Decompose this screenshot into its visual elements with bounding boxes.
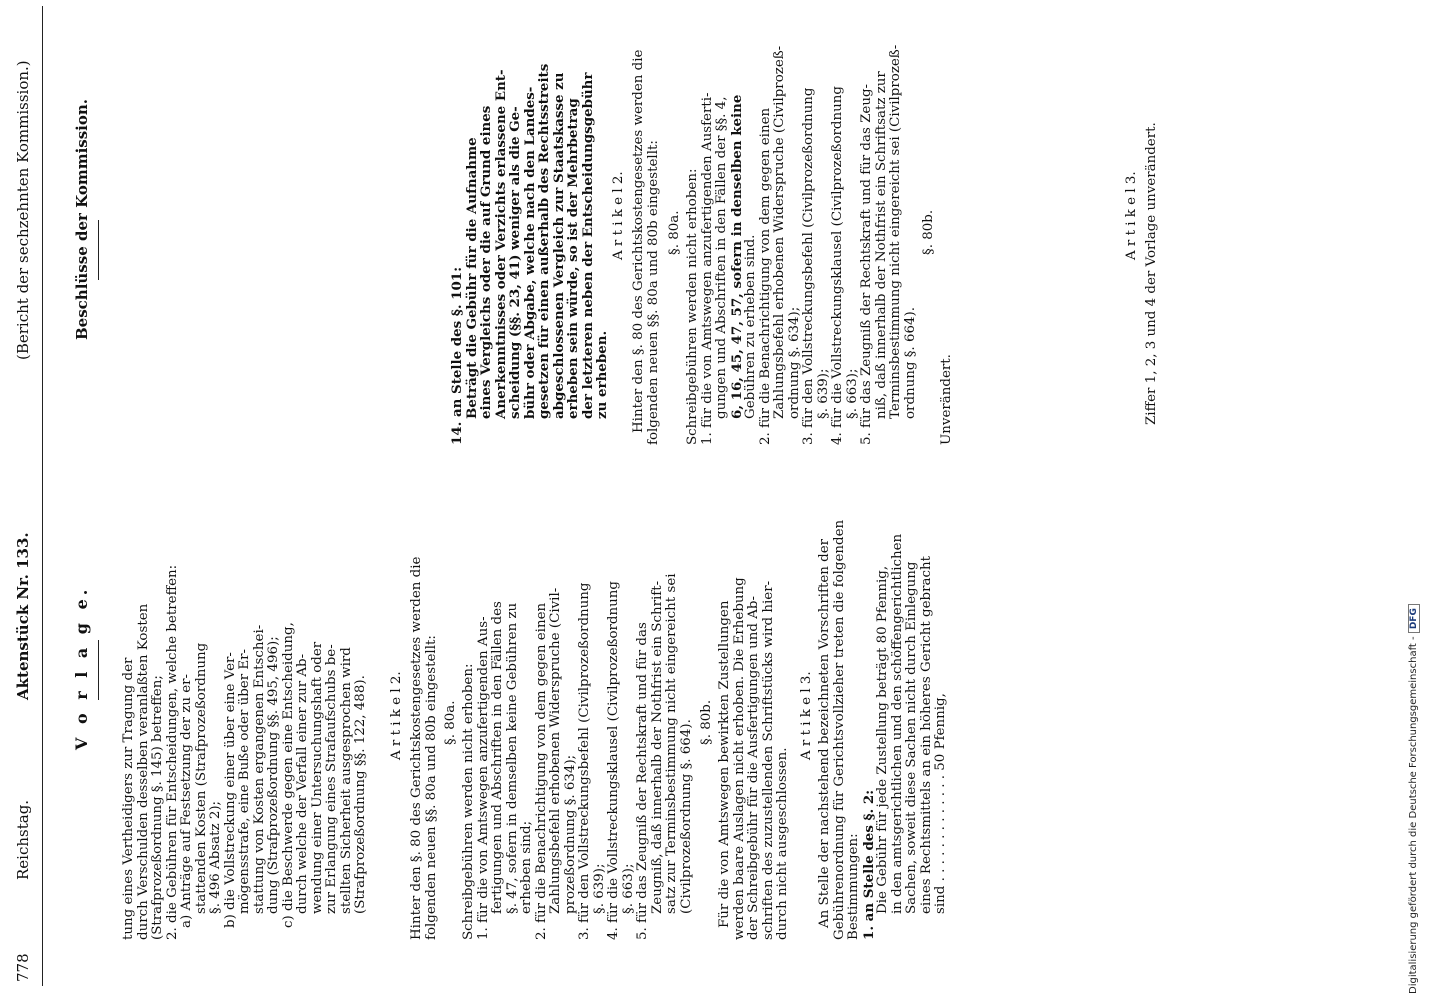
text-line: zur Erlangung eines Strafaufschubs be- <box>324 644 339 914</box>
text-line: der letzteren neben der Entscheidungsgebühr <box>579 72 596 419</box>
text-line: Hinter den §. 80 des Gerichtskostengesetzes werden die <box>631 49 646 433</box>
text-line: b) die Vollstreckung einer über eine Ver- <box>222 652 238 928</box>
text-line: stattung von Kosten ergangenen Entschei- <box>251 624 267 914</box>
text-line: folgenden neuen §§. 80a und 80b eingestellt: <box>645 140 661 445</box>
text-line: tung eines Vertheidigers zur Tragung der <box>121 657 136 940</box>
text-line: Zahlungsbefehl erhobenen Widerspruche (Civil- <box>548 587 563 914</box>
left-art3-block <box>818 520 949 940</box>
text-line: durch welche der Verfall einer zur Ab- <box>295 653 310 914</box>
right-s80b-title: §. 80b. <box>921 209 936 255</box>
text-line: §. 639); <box>815 368 831 419</box>
text-line: in den amtsgerichtlichen und den schöffengerichtlichen <box>889 533 905 914</box>
text-line: scheidung (§§. 23, 41) weniger als die Ge- <box>507 106 523 419</box>
text-line: gungen und Abschriften in den Fällen der §§. 4, <box>714 96 729 419</box>
text-line: Gebühren zu erheben sind. <box>743 234 758 419</box>
header-center: Aktenstück Nr. 133. <box>14 532 32 700</box>
left-heading: V o r l a g e. <box>72 585 91 750</box>
right-s80a-block <box>686 45 918 445</box>
text-line: Gebührenordnung für Gerichtsvollzieher treten die folgenden <box>831 519 847 940</box>
left-s80a-block <box>462 573 694 940</box>
text-line: Terminsbestimmung nicht eingereicht sei (Civilprozeß- <box>888 44 903 419</box>
right-art3-title: A r t i k e l 3. <box>1124 171 1139 260</box>
text-line: prozeßordnung §. 634); <box>562 754 578 914</box>
text-line: stellten Sicherheit ausgesprochen wird <box>338 647 354 914</box>
text-line: Die Gebühr für jede Zustellung beträgt 80 Pfennig, <box>875 565 890 914</box>
text-line: werden baare Auslagen nicht erhoben. Die Erhebung <box>731 577 747 940</box>
text-line: stattenden Kosten (Strafprozeßordnung <box>193 642 209 914</box>
text-line: 6, 16, 45, 47, 57, sofern in denselben keine <box>728 94 745 419</box>
text-line: erheben sind; <box>519 820 534 914</box>
text-line: 3. für den Vollstreckungsbefehl (Civilprozeßordnung <box>577 582 592 940</box>
text-line: c) die Beschwerde gegen eine Entscheidung, <box>280 622 296 928</box>
text-line: 2. für die Benachrichtigung von dem gegen einen <box>533 602 549 940</box>
left-art2-title: A r t i k e l 2. <box>389 671 404 760</box>
text-line: (Civilprozeßordnung §. 664). <box>678 719 694 914</box>
header-left: Reichstag. <box>14 799 32 880</box>
text-line: der Schreibgebühr für die Ausfertigungen und Ab- <box>746 595 761 940</box>
left-art2-intro <box>410 557 439 940</box>
text-line: 4. für die Vollstreckungsklausel (Civilprozeßordnung <box>830 86 845 445</box>
text-line: Ziffer 1, 2, 3 und 4 der Vorlage unverändert. <box>1144 122 1159 425</box>
right-item14-block <box>450 64 610 445</box>
text-line: a) Anträge auf Festsetzung der zu er- <box>179 673 194 928</box>
left-s80b-block <box>718 577 791 940</box>
text-line: zu erheben. <box>594 330 610 419</box>
text-line: Beträgt die Gebühr für die Aufnahme <box>463 137 480 419</box>
text-line: Anerkenntnisses oder Verzichts erlassene Ent- <box>492 69 509 419</box>
text-line: 14. an Stelle des §. 101: <box>449 266 465 445</box>
text-line: 2. die Gebühren für Entscheidungen, welche betreffen: <box>164 564 180 940</box>
right-heading-rule <box>98 220 99 280</box>
credit-text: Digitalisierung gefördert durch die Deutsche Forschungsgemeinschaft - <box>1408 636 1419 994</box>
text-line: durch Verschulden desselben veranlaßten Kosten <box>135 603 151 940</box>
text-line: 1. an Stelle des §. 2: <box>860 789 877 940</box>
text-line: 3. für den Vollstreckungsbefehl (Civilprozeßordnung <box>801 87 816 445</box>
text-line: Bestimmungen: <box>846 833 861 940</box>
left-s80b-title: §. 80b. <box>699 699 714 745</box>
dfg-logo: DFG <box>1408 604 1420 633</box>
right-s80a-title: §. 80a. <box>667 210 682 255</box>
left-art3-title: A r t i k e l 3. <box>799 671 814 760</box>
right-art2-intro <box>632 50 661 445</box>
text-line: niß, daß innerhalb der Nothfrist ein Schriftsatz zur <box>873 71 889 419</box>
text-line: 4. für die Vollstreckungsklausel (Civilprozeßordnung <box>606 581 621 940</box>
header-rule <box>42 6 43 986</box>
text-line: Schreibgebühren werden nicht erhoben: <box>685 168 700 445</box>
digitization-credit <box>1408 0 1420 1000</box>
text-line: (Strafprozeßordnung §§. 122, 488). <box>353 675 368 914</box>
text-line: fertigungen und Abschriften in den Fällen des <box>490 601 505 914</box>
text-line: dung (Strafprozeßordnung §§. 495, 496); <box>266 636 281 914</box>
right-s80b-block <box>940 354 955 445</box>
text-line: gesetzen für einen außerhalb des Rechtsstreits <box>536 63 552 419</box>
text-line: §. 47, sofern in demselben keine Gebühren zu <box>504 602 520 914</box>
page-number: 778 <box>14 953 32 982</box>
text-line: bühr oder Abgabe, welche nach den Landes- <box>521 86 538 419</box>
right-art3-block <box>1145 122 1160 425</box>
text-line: sind . . . . . . . . . . . . . 50 Pfennig, <box>933 693 948 914</box>
text-line: 5. für das Zeugniß der Rechtskraft und für das <box>635 622 650 940</box>
text-line: eines Vergleichs oder die auf Grund eines <box>478 105 494 419</box>
text-line: eines Rechtsmittels an ein höheres Gericht gebracht <box>918 555 934 914</box>
text-line: Schreibgebühren werden nicht erhoben: <box>461 663 476 940</box>
text-line: mögensstrafe, eine Buße oder über Er- <box>237 648 252 914</box>
text-line: (Strafprozeßordnung §. 145) betreffen; <box>150 675 165 940</box>
text-line: Sachen, soweit diese Sachen nicht durch Einlegung <box>904 561 919 914</box>
text-line: 2. für die Benachrichtigung von dem gegen einen <box>757 107 773 445</box>
text-line: §. 663); <box>620 863 636 914</box>
text-line: Hinter den §. 80 des Gerichtskostengesetzes werden die <box>409 556 424 940</box>
text-line: abgeschlossenen Vergleich zur Staatskasse zu <box>550 72 567 419</box>
text-line: §. 663); <box>844 368 860 419</box>
text-line: folgenden neuen §§. 80a und 80b eingestellt: <box>423 635 439 940</box>
text-line: 1. für die von Amtswegen anzufertigenden Ausferti- <box>699 92 715 445</box>
text-line: wendung einer Untersuchungshaft oder <box>309 641 325 914</box>
text-line: §. 496 Absatz 2); <box>208 800 223 914</box>
text-line: 5. für das Zeugniß der Rechtskraft und für das Zeug- <box>859 83 874 445</box>
text-line: erheben sein würde, so ist der Mehrbetrag <box>565 98 581 419</box>
text-line: schriften des zuzustellenden Schriftstücks wird hier- <box>760 580 776 940</box>
text-line: §. 639); <box>591 863 607 914</box>
text-line: An Stelle der nachstehend bezeichneten Vorschriften der <box>817 538 832 928</box>
text-line: Zeugniß, daß innerhalb der Nothfrist ein Schrift- <box>649 580 665 914</box>
text-line: Zahlungsbefehl erhobenen Widerspruche (Civilprozeß- <box>772 45 787 419</box>
right-heading: Beschlüsse der Kommission. <box>73 99 91 340</box>
text-line: Unverändert. <box>939 354 954 445</box>
text-line: 1. für die von Amtswegen anzufertigenden Aus- <box>475 616 491 940</box>
header-right: (Bericht der sechzehnten Kommission.) <box>14 60 32 360</box>
text-line: ordnung §. 664). <box>902 307 918 419</box>
text-line: satz zur Terminsbestimmung nicht eingereicht sei <box>664 573 679 914</box>
right-art2-title: A r t i k e l 2. <box>611 171 626 260</box>
text-line: Für die von Amtswegen bewirkten Zustellungen <box>717 600 732 928</box>
left-heading-rule <box>98 640 99 700</box>
text-line: ordnung §. 634); <box>786 306 802 419</box>
left-s80a-title: §. 80a. <box>443 700 458 745</box>
text-line: durch nicht ausgeschlossen. <box>775 747 790 940</box>
left-intro-block <box>122 565 369 940</box>
